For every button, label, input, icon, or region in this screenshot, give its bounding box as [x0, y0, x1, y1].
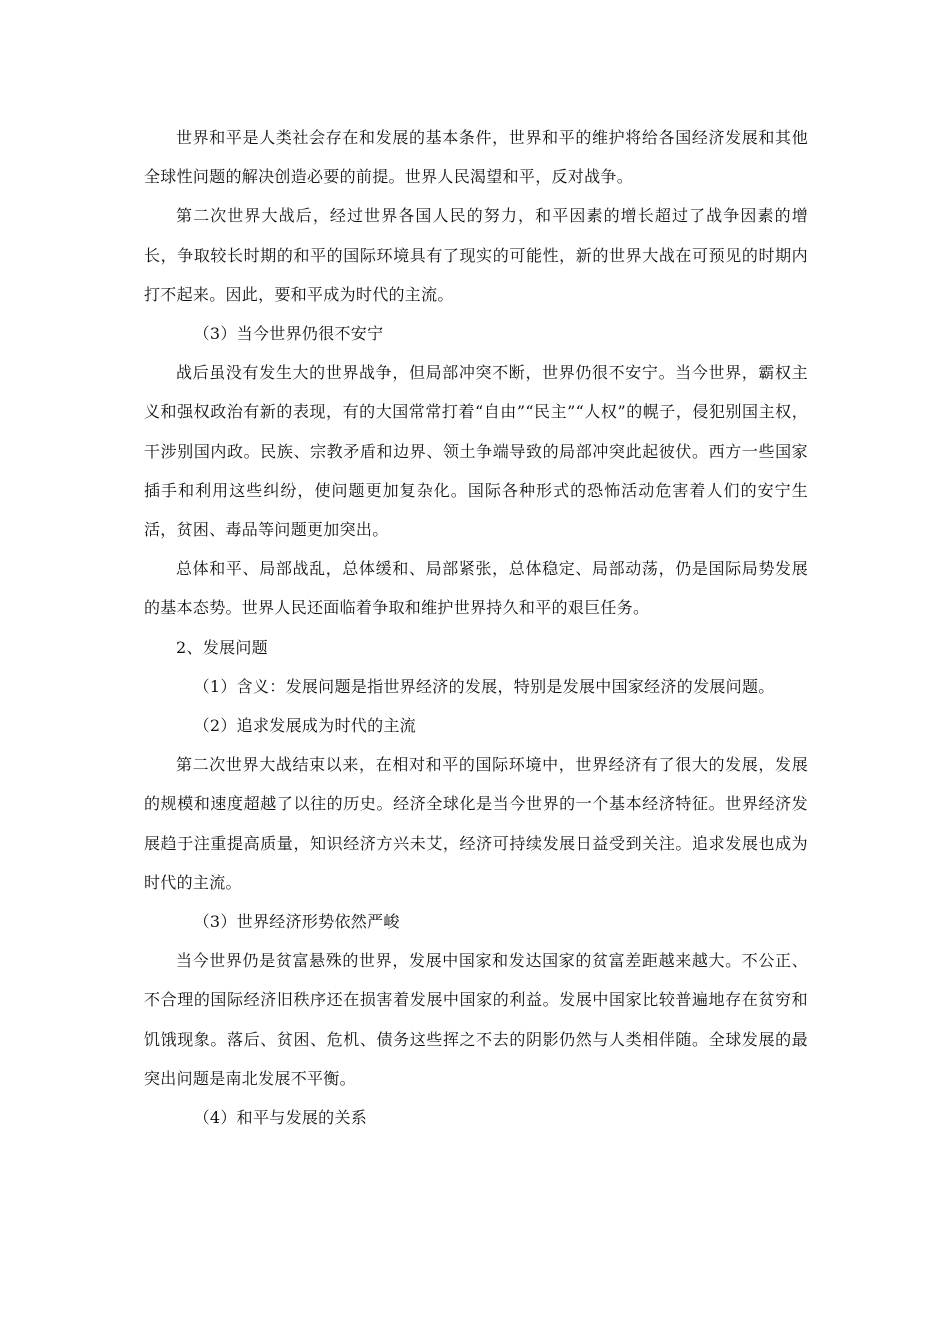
paragraph-wealth-gap: 当今世界仍是贫富悬殊的世界，发展中国家和发达国家的贫富差距越来越大。不公正、不合理的国际经济旧秩序还在损害着发展中国家的利益。发展中国家比较普遍地存在贫穷和饥饿现象。落后、贫困、危机、债务这些挥之不去的阴影仍然与人类相伴随。全球发展的最突出问题是南北发展不平衡。	[144, 951, 808, 1088]
heading-development-issue: 2、发展问题	[176, 637, 268, 657]
heading-economic-situation: （3）世界经济形势依然严峻	[193, 912, 400, 932]
paragraph-postwar-peace: 第二次世界大战后，经过世界各国人民的努力，和平因素的增长超过了战争因素的增长，争取较长时期的和平的国际环境具有了现实的可能性，新的世界大战在可预见的时期内打不起来。因此，要和平成为时代的主流。	[144, 206, 808, 304]
heading-development-definition: （1）含义：发展问题是指世界经济的发展，特别是发展中国家经济的发展问题。	[193, 676, 775, 696]
paragraph-postwar-economy: 第二次世界大战结束以来，在相对和平的国际环境中，世界经济有了很大的发展，发展的规模和速度超越了以往的历史。经济全球化是当今世界的一个基本经济特征。世界经济发展趋于注重提高质量，知识经济方兴未艾，经济可持续发展日益受到关注。追求发展也成为时代的主流。	[144, 755, 808, 892]
heading-world-unrest: （3）当今世界仍很不安宁	[193, 324, 384, 344]
paragraph-local-conflicts: 战后虽没有发生大的世界战争，但局部冲突不断，世界仍很不安宁。当今世界，霸权主义和强权政治有新的表现，有的大国常常打着“自由”“民主”“人权”的幌子，侵犯别国主权，干涉别国内政。民族、宗教矛盾和边界、领土争端导致的局部冲突此起彼伏。西方一些国家插手和利用这些纠纷，使问题更加复杂化。国际各种形式的恐怖活动危害着人们的安宁生活，贫困、毒品等问题更加突出。	[144, 363, 808, 540]
paragraph-overall-situation: 总体和平、局部战乱，总体缓和、局部紧张，总体稳定、局部动荡，仍是国际局势发展的基本态势。世界人民还面临着争取和维护世界持久和平的艰巨任务。	[144, 559, 808, 618]
document-body	[144, 118, 808, 1137]
heading-peace-development-relation: （4）和平与发展的关系	[193, 1108, 368, 1128]
heading-development-mainstream: （2）追求发展成为时代的主流	[193, 716, 416, 736]
paragraph-world-peace: 世界和平是人类社会存在和发展的基本条件，世界和平的维护将给各国经济发展和其他全球性问题的解决创造必要的前提。世界人民渴望和平，反对战争。	[144, 128, 808, 187]
